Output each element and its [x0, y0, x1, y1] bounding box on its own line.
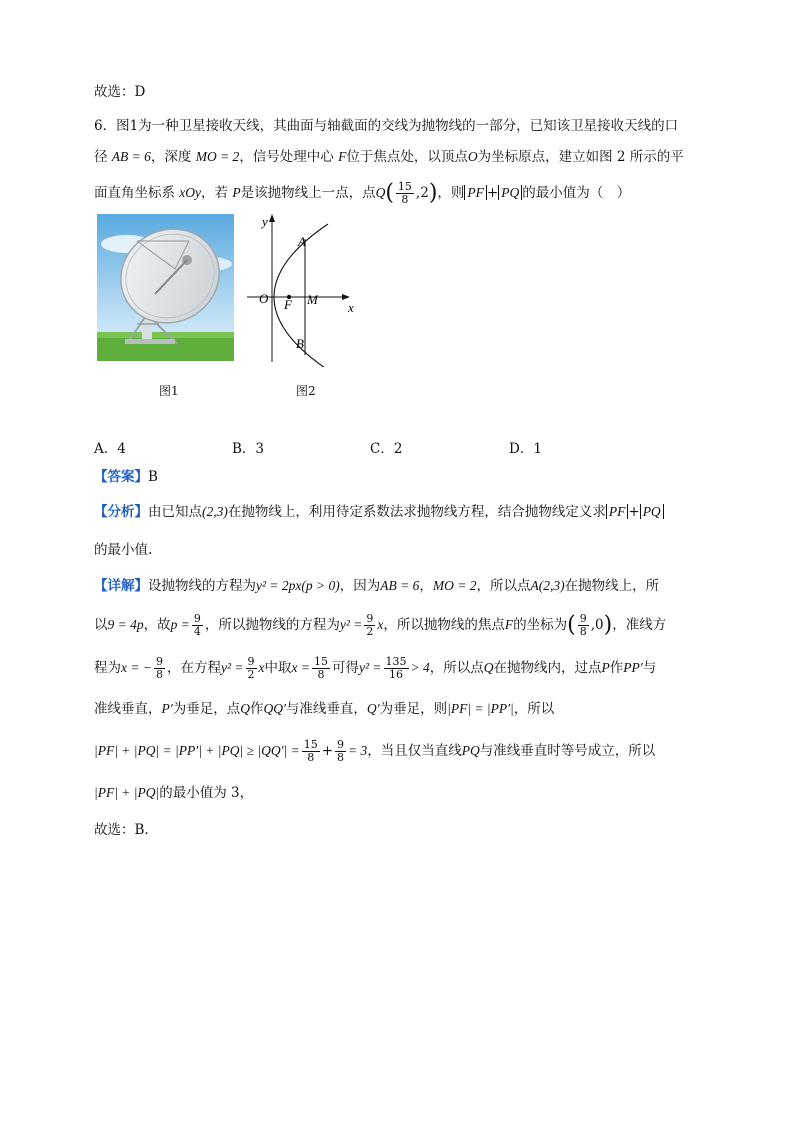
fraction-9-2: $\frac{9}{2}$	[366, 612, 374, 638]
detail-text: 的坐标为	[513, 617, 568, 633]
math-pf-eq-pp: |PF| = |PP′|	[447, 701, 514, 716]
math-pf-pq: |PF| + |PQ|	[94, 785, 160, 800]
fraction-15-8: $\frac{15}{8}$	[397, 180, 412, 206]
question-text-1: 图1为一种卫星接收天线，其曲面与轴截面的交线为抛物线的一部分，已知该卫星接收天线的口	[116, 118, 679, 134]
fraction-9-8: $\frac{9}{8}$	[155, 655, 163, 681]
math-q: Q	[483, 660, 494, 675]
f-label: F	[284, 297, 292, 312]
question-line-2	[94, 148, 684, 166]
detail-text: 程为	[94, 660, 121, 676]
figure-2-diagram	[242, 212, 367, 367]
math-2: 2	[420, 185, 429, 201]
math-y2: y² =	[339, 617, 363, 632]
analysis-line-2: 的最小值.	[94, 542, 153, 558]
o-label: O	[259, 291, 269, 306]
a-label: A	[298, 234, 306, 249]
analysis-line-1: 【分析】由已知点(2,3)在抛物线上，利用待定系数法求抛物线方程，结合抛物线定义求 PF + PQ	[94, 503, 664, 521]
detail-line-1	[94, 577, 659, 595]
detail-text: 与	[642, 660, 657, 676]
detail-text: 与准线垂直时等号成立，所以	[479, 743, 656, 759]
question-text: 位于焦点处，以顶点	[346, 149, 468, 165]
m-label: M	[307, 292, 318, 307]
detail-text: 作	[249, 701, 264, 717]
math-p-eq: p =	[170, 617, 190, 632]
detail-text: 中取	[264, 660, 292, 676]
detail-line-6	[94, 784, 253, 802]
math-eq-3: = 3	[348, 743, 368, 758]
math-p: P	[232, 185, 241, 200]
math-x: x	[258, 660, 265, 675]
detail-text: 以	[94, 617, 108, 633]
detail-text: ，所以点	[429, 660, 484, 676]
math-p: P	[601, 660, 610, 675]
math-point: (2,3)	[202, 504, 228, 519]
analysis-tag: 【分析】	[94, 504, 148, 520]
detail-text: 可得	[331, 660, 359, 676]
math-y2: y² =	[220, 660, 244, 675]
detail-line-5	[94, 735, 655, 767]
math-qq: QQ′	[263, 701, 286, 716]
detail-text: 设抛物线的方程为	[148, 578, 256, 594]
math-y2: y² =	[358, 660, 382, 675]
math-plus: +	[321, 743, 334, 759]
detail-line-4	[94, 700, 554, 718]
figure-1-caption: 图1	[159, 384, 179, 398]
question-text: ，若	[201, 185, 229, 201]
detail-text: ，当且仅当直线	[367, 743, 462, 759]
y-axis-arrow	[269, 214, 275, 222]
fraction-135-16: $\frac{135}{16}$	[385, 655, 407, 681]
detail-text: 与准线垂直，	[285, 701, 367, 717]
detail-text: ，故	[143, 617, 171, 633]
math-mo: MO = 2	[432, 578, 477, 593]
fraction-9-8: $\frac{9}{8}$	[579, 612, 587, 638]
question-text: ，深度	[150, 149, 192, 165]
satellite-dish-image	[97, 214, 234, 361]
detail-text: ，准线方	[612, 617, 667, 633]
math-f: F	[338, 149, 347, 164]
math-ab: AB = 6	[111, 149, 151, 164]
detail-text: ，所以抛物线的焦点	[383, 617, 505, 633]
math-q: Q	[240, 701, 250, 716]
math-pf: PF	[464, 185, 487, 200]
math-x: x	[377, 617, 384, 632]
question-text: 面直角坐标系	[94, 185, 175, 201]
fraction-9-4: $\frac{9}{4}$	[193, 612, 201, 638]
math-9-4p: 9 = 4p	[107, 617, 144, 632]
option-b: B．3	[232, 441, 265, 457]
x-label: x	[348, 300, 354, 315]
fraction-15-8: $\frac{15}{8}$	[303, 738, 318, 764]
detail-text: ，	[419, 578, 433, 594]
fraction-9-2: $\frac{9}{2}$	[247, 655, 255, 681]
detail-text: 为垂足，点	[172, 701, 241, 717]
question-text: ，信号处理中心	[239, 149, 334, 165]
math-point-a: A(2,3)	[530, 578, 565, 593]
math-x-eq: x =	[291, 660, 310, 675]
detail-line-3	[94, 652, 656, 684]
fraction-9-8: $\frac{9}{8}$	[337, 738, 345, 764]
math-mo: MO = 2	[195, 149, 240, 164]
question-text: 的最小值为（ ）	[522, 185, 631, 201]
detail-tag: 【详解】	[94, 578, 148, 594]
detail-text: 在抛物线内，过点	[493, 660, 602, 676]
figure-2-caption: 图2	[296, 384, 316, 398]
math-ab: AB = 6	[380, 578, 420, 593]
math-pp: PP′	[623, 660, 643, 675]
math-x-eq: x = −	[121, 660, 152, 675]
detail-text: ，在方程	[166, 660, 221, 676]
y-label: y	[262, 214, 268, 229]
math-0: ,0	[590, 617, 604, 633]
detail-text: 为垂足，则	[379, 701, 448, 717]
math-gt-4: > 4	[410, 660, 430, 675]
detail-text: ，因为	[339, 578, 381, 594]
option-c: C．2	[370, 441, 403, 457]
math-inequality: |PF| + |PQ| = |PP′| + |PQ| ≥ |QQ′| =	[94, 743, 300, 758]
question-text: 径	[94, 149, 108, 165]
option-d: D．1	[509, 441, 542, 457]
math-q-prime: Q′	[366, 701, 380, 716]
question-text: ，则	[437, 185, 465, 201]
math-f: F	[504, 617, 514, 632]
final-answer-line: 故选：B.	[94, 822, 149, 838]
detail-text: 作	[609, 660, 624, 676]
question-text: 是该抛物线上一点，点	[240, 185, 376, 201]
b-label: B	[296, 336, 304, 351]
answer-tag: 【答案】	[94, 469, 148, 485]
fraction-15-8: $\frac{15}{8}$	[313, 655, 328, 681]
answer-line	[94, 468, 158, 486]
math-q: Q	[375, 185, 386, 200]
analysis-text: 在抛物线上，利用待定系数法求抛物线方程，结合抛物线定义求	[227, 504, 606, 520]
question-text: 为坐标原点，建立如图 2 所示的平	[477, 149, 684, 165]
figure-1-satellite-dish	[97, 214, 234, 361]
math-xoy: xOy	[179, 185, 202, 200]
detail-text: ，所以点	[476, 578, 531, 594]
analysis-text: 由已知点	[148, 504, 202, 520]
question-line-1	[94, 117, 678, 135]
question-number: 6．	[94, 118, 117, 134]
question-line-3: 面直角坐标系 xOy，若 P是该抛物线上一点，点Q( $\frac{15}{8}$ ,2)，则 PF + PQ 的最小值为（ ）	[94, 180, 631, 206]
math-o: O	[467, 149, 478, 164]
option-a: A．4	[94, 441, 126, 457]
parabola-diagram	[242, 212, 367, 367]
math-pq: PQ	[461, 743, 480, 758]
detail-text: ，所以	[513, 701, 555, 717]
detail-text: ，所以抛物线的方程为	[204, 617, 340, 633]
detail-text: 在抛物线上，所	[564, 578, 660, 594]
detail-text: 准线垂直，	[94, 701, 162, 717]
math-pq: PQ	[640, 504, 664, 519]
math-parabola-eq: y² = 2px(p > 0)	[256, 578, 340, 593]
previous-answer: 故选：D	[94, 84, 146, 100]
math-pf: PF	[606, 504, 629, 519]
math-p-prime: P′	[161, 701, 173, 716]
math-pq: PQ	[498, 185, 522, 200]
answer-value: B	[148, 469, 158, 485]
detail-line-2: 以9 = 4p，故p = $\frac{9}{4}$ ，所以抛物线的方程为y² = $\frac{9}{2}$ x，所以抛物线的焦点F的坐标为( $\frac{9}{8}$ ,0)，准线方	[94, 612, 667, 638]
detail-text: 的最小值为 3，	[159, 785, 254, 801]
